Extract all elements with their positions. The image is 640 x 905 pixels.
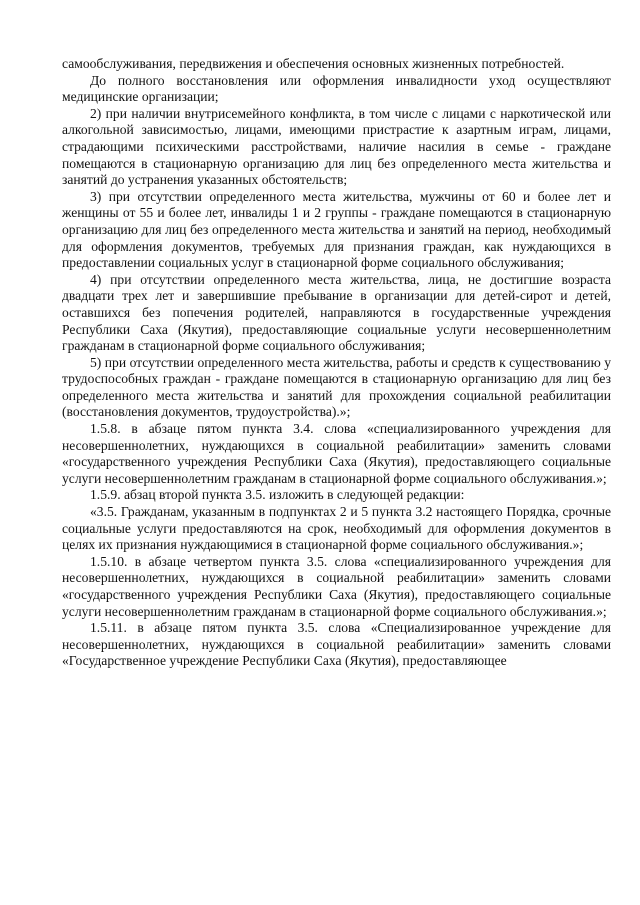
paragraph-item-3: 3) при отсутствии определенного места жительства, мужчины от 60 и более лет и женщины от 55 и более лет, инвалиды 1 и 2 группы - граждане помещаются в стационарную организацию для лиц без определенного места жительства и занятий на период, необходимый для оформления документов, требуемых для признания граждан, как нуждающихся в предоставлении социальных услуг в стационарной форме социального обслуживания; [62, 188, 611, 271]
document-body [62, 56, 611, 670]
paragraph-1-5-10: 1.5.10. в абзаце четвертом пункта 3.5. слова «специализированного учреждения для несовершеннолетних, нуждающихся в социальной реабилитации» заменить словами «государственного учреждения Республики Саха (Якутия), предоставляющего социальные услуги несовершеннолетним гражданам в стационарной форме социального обслуживания.»; [62, 553, 611, 619]
paragraph-care-until-disability: До полного восстановления или оформления инвалидности уход осуществляют медицинские организации; [62, 72, 611, 105]
paragraph-1-5-11: 1.5.11. в абзаце пятом пункта 3.5. слова «Специализированное учреждение для несовершеннолетних, нуждающихся в социальной реабилитации» заменить словами «Государственное учреждение Республики Саха (Якутия), предоставляющее [62, 620, 611, 669]
paragraph-item-5: 5) при отсутствии определенного места жительства, работы и средств к существованию у трудоспособных граждан - граждане помещаются в стационарную организацию для лиц без определенного места жительства и занятий для прохождения социальной реабилитации (восстановления документов, трудоустройства).»; [62, 354, 611, 420]
paragraph-item-4: 4) при отсутствии определенного места жительства, лица, не достигшие возраста двадцати трех лет и завершившие пребывание в организации для детей-сирот и детей, оставшихся без попечения родителей, направляются в государственные учреждения Республики Саха (Якутия), предоставляющие социальные услуги несовершеннолетним гражданам в стационарной форме социального обслуживания; [62, 271, 611, 354]
paragraph-item-2: 2) при наличии внутрисемейного конфликта, в том числе с лицами с наркотической или алкогольной зависимостью, лицами, имеющими пристрастие к азартным играм, лицами, страдающими психическими расстройствами, наличие насилия в семье - граждане помещаются в стационарную организацию для лиц без определенного места жительства и занятий до устранения указанных обстоятельств; [62, 105, 611, 188]
paragraph-continuation: самообслуживания, передвижения и обеспечения основных жизненных потребностей. [62, 56, 565, 71]
paragraph-1-5-9: 1.5.9. абзац второй пункта 3.5. изложить в следующей редакции: [90, 487, 465, 503]
paragraph-3-5-new-text: «3.5. Гражданам, указанным в подпунктах 2 и 5 пункта 3.2 настоящего Порядка, срочные социальные услуги предоставляются на срок, необходимый для оформления документов в целях их признания нуждающимися в стационарной форме социального обслуживания.»; [62, 504, 611, 553]
paragraph-1-5-8: 1.5.8. в абзаце пятом пункта 3.4. слова «специализированного учреждения для несовершеннолетних, нуждающихся в социальной реабилитации» заменить словами «государственного учреждения Республики Саха (Якутия), предоставляющего социальные услуги несовершеннолетним гражданам в стационарной форме социального обслуживания.»; [62, 421, 611, 486]
